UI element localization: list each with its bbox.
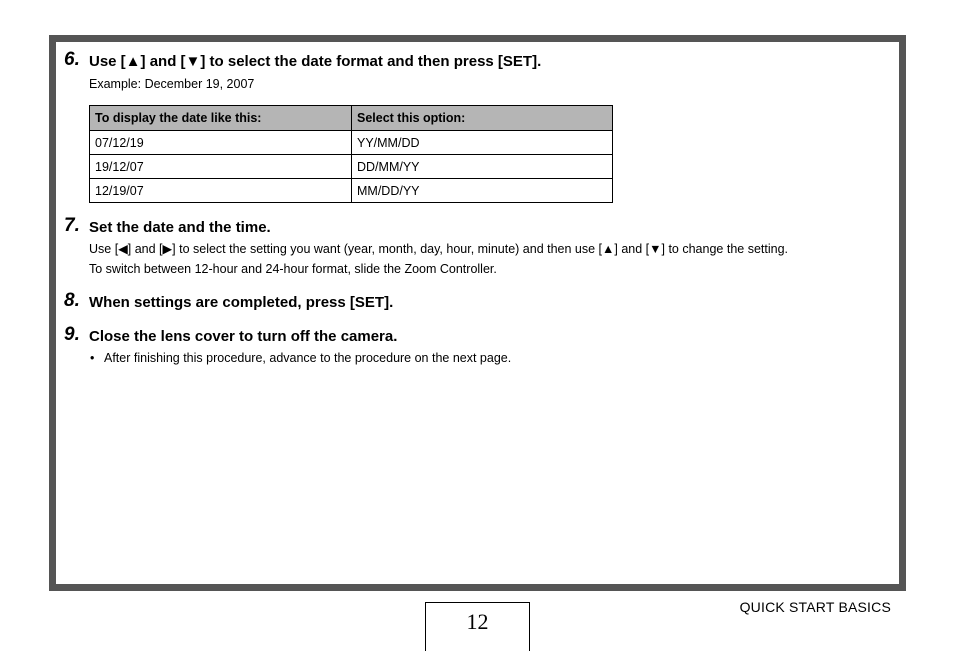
step-title: Set the date and the time. xyxy=(89,219,271,236)
step-number: 7. xyxy=(64,215,80,236)
step-title: Close the lens cover to turn off the camera. xyxy=(89,328,398,345)
bullet-item xyxy=(90,349,511,367)
table-cell: MM/DD/YY xyxy=(352,179,613,203)
table-header-row xyxy=(90,106,613,131)
step-number: 8. xyxy=(64,290,80,311)
date-format-table xyxy=(89,105,613,203)
table-cell: 19/12/07 xyxy=(90,155,352,179)
table-header: To display the date like this: xyxy=(90,106,352,131)
table-cell: 07/12/19 xyxy=(90,131,352,155)
table-row xyxy=(90,179,613,203)
step-description-line: Use [◀] and [▶] to select the setting you want (year, month, day, hour, minute) and then use [▲] and [▼] to change the setting. xyxy=(89,242,788,256)
table-cell: 12/19/07 xyxy=(90,179,352,203)
table-cell: DD/MM/YY xyxy=(352,155,613,179)
step-description-line: To switch between 12-hour and 24-hour format, slide the Zoom Controller. xyxy=(89,262,497,276)
step-number: 6. xyxy=(64,49,80,70)
step-title: When settings are completed, press [SET]. xyxy=(89,294,394,311)
example-text: Example: December 19, 2007 xyxy=(89,77,255,91)
step-title: Use [▲] and [▼] to select the date format and then press [SET]. xyxy=(89,53,542,70)
section-label: QUICK START BASICS xyxy=(739,599,891,615)
step-number: 9. xyxy=(64,324,80,345)
table-cell: YY/MM/DD xyxy=(352,131,613,155)
table-header: Select this option: xyxy=(352,106,613,131)
table-row xyxy=(90,155,613,179)
page-number: 12 xyxy=(425,602,530,651)
table-row xyxy=(90,131,613,155)
content-frame xyxy=(49,35,906,591)
bullet-text: After finishing this procedure, advance to the procedure on the next page. xyxy=(104,351,512,365)
bullet-icon: • xyxy=(90,351,95,365)
